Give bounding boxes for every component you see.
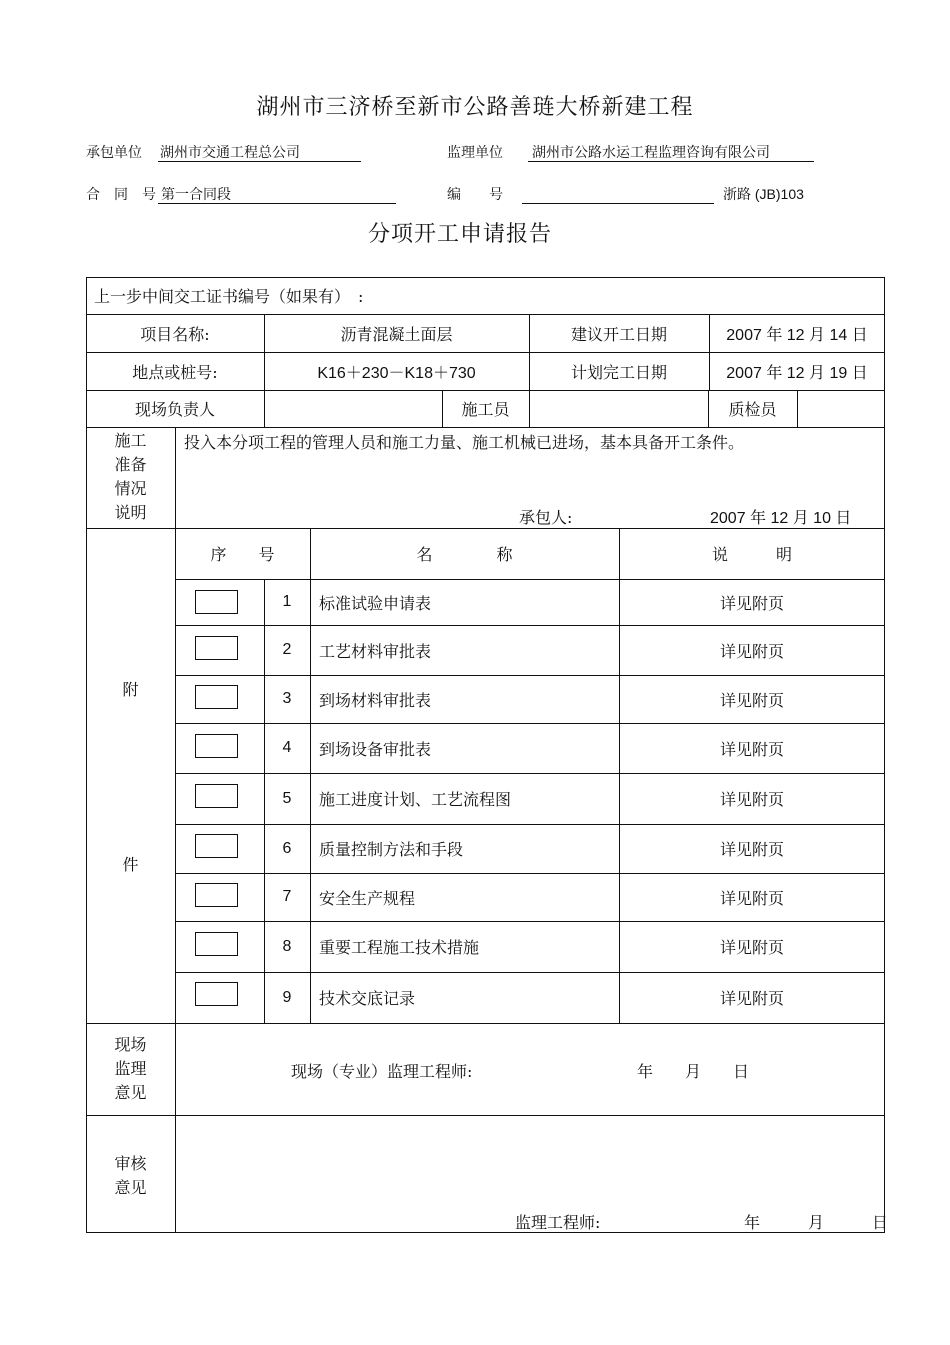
prep-text: 投入本分项工程的管理人员和施工力量、施工机械已进场，基本具备开工条件。	[184, 433, 745, 452]
attachment-no: 7	[282, 888, 292, 905]
attachment-name: 技术交底记录	[319, 989, 416, 1008]
attachment-checkbox[interactable]	[195, 784, 238, 808]
location-label: 地点或桩号:	[132, 362, 218, 382]
attachment-checkbox[interactable]	[195, 590, 238, 614]
site-opinion-label: 现场 监理 意见	[114, 1035, 147, 1102]
prep-label: 施工 准备 情况 说明	[114, 431, 147, 522]
attachment-desc: 详见附页	[719, 739, 784, 759]
project-name-value: 沥青混凝土面层	[340, 324, 453, 344]
attachment-desc: 详见附页	[719, 641, 784, 661]
contractor-sign-label: 承包人:	[519, 508, 573, 527]
constructor-label: 施工员	[461, 400, 510, 419]
review-label: 审核 意见	[114, 1154, 147, 1197]
site-manager-value	[264, 390, 442, 427]
form-subtitle: 分项开工申请报告	[367, 222, 552, 247]
attachment-checkbox[interactable]	[195, 982, 238, 1006]
attach-label-bottom: 件	[122, 855, 139, 874]
attachment-checkbox[interactable]	[195, 685, 238, 709]
project-name-label: 项目名称:	[140, 324, 210, 344]
inspector-label: 质检员	[728, 400, 777, 419]
contract-value: 第一合同段	[161, 187, 231, 203]
proposed-start-value: 2007 年 12 月 14 日	[726, 326, 868, 344]
form-code: 浙路 (JB)103	[723, 186, 804, 202]
attachment-no: 6	[282, 839, 292, 857]
site-manager-label: 现场负责人	[134, 400, 215, 419]
attachment-no: 3	[282, 690, 292, 707]
attachment-no: 9	[282, 988, 292, 1006]
attachment-name: 安全生产规程	[319, 888, 416, 908]
constructor-value	[529, 390, 708, 427]
attachment-desc: 详见附页	[719, 690, 784, 710]
number-label: 编 号	[447, 187, 503, 203]
attachment-no: 1	[282, 593, 292, 610]
contract-label: 合 同 号	[86, 187, 156, 203]
contractor-label: 承包单位	[86, 145, 142, 161]
supervisor-value: 湖州市公路水运工程监理咨询有限公司	[532, 145, 770, 161]
planned-finish-value: 2007 年 12 月 19 日	[726, 364, 868, 382]
engineer-label: 监理工程师:	[515, 1213, 601, 1232]
attachment-desc: 详见附页	[719, 989, 784, 1008]
attachment-desc: 详见附页	[719, 888, 784, 908]
attach-header-desc: 说 明	[711, 545, 792, 564]
inspector-value	[797, 390, 885, 427]
attachment-name: 工艺材料审批表	[319, 641, 432, 661]
site-engineer-label: 现场（专业）监理工程师:	[291, 1062, 473, 1081]
review-date: 年 月 日	[744, 1213, 889, 1232]
attach-label-top: 附	[122, 680, 139, 699]
attachment-name: 到场材料审批表	[319, 690, 432, 710]
attachment-checkbox[interactable]	[195, 636, 238, 660]
attach-header-name: 名 称	[416, 545, 513, 564]
attachment-name: 到场设备审批表	[319, 739, 432, 759]
attachment-desc: 详见附页	[719, 938, 784, 957]
attachment-desc: 详见附页	[719, 840, 784, 859]
attachment-name: 标准试验申请表	[319, 593, 432, 613]
attachment-no: 2	[282, 641, 292, 658]
attachment-name: 施工进度计划、工艺流程图	[319, 790, 512, 809]
attachment-name: 重要工程施工技术措施	[319, 938, 480, 957]
supervisor-label: 监理单位	[447, 145, 503, 161]
attachment-checkbox[interactable]	[195, 734, 238, 758]
attach-header-seq: 序 号	[210, 545, 275, 564]
site-opinion-date: 年 月 日	[637, 1062, 750, 1081]
prev-cert-label: 上一步中间交工证书编号（如果有） :	[94, 287, 364, 306]
planned-finish-label: 计划完工日期	[570, 362, 667, 382]
attachment-checkbox[interactable]	[195, 932, 238, 956]
location-value: K16＋230－K18＋730	[317, 364, 476, 382]
attachment-no: 5	[282, 789, 292, 807]
attachment-checkbox[interactable]	[195, 834, 238, 858]
contractor-value: 湖州市交通工程总公司	[160, 145, 300, 161]
document-title: 湖州市三济桥至新市公路善琏大桥新建工程	[256, 95, 694, 120]
attachment-no: 8	[282, 937, 292, 955]
contractor-sign-date: 2007 年 12 月 10 日	[710, 510, 852, 527]
attachment-desc: 详见附页	[719, 593, 784, 613]
attachment-no: 4	[282, 739, 292, 756]
attachment-checkbox[interactable]	[195, 883, 238, 907]
attachment-name: 质量控制方法和手段	[319, 840, 464, 859]
attachment-desc: 详见附页	[719, 790, 784, 809]
proposed-start-label: 建议开工日期	[570, 324, 667, 344]
